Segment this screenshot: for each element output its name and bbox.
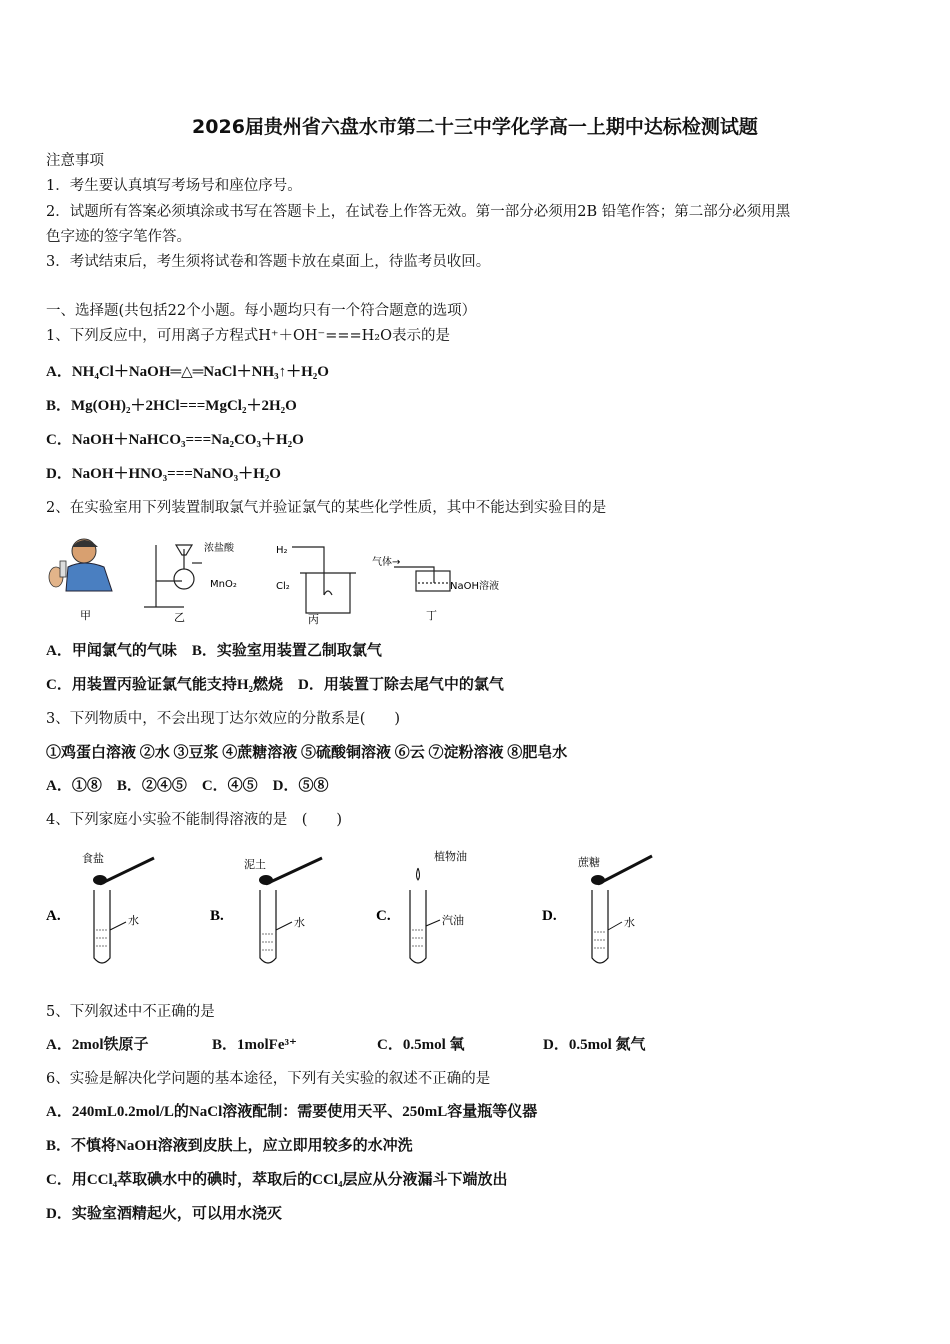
page-title: 2026届贵州省六盘水市第二十三中学化学高一上期中达标检测试题 xyxy=(192,116,758,138)
person-smelling-illustration xyxy=(49,539,112,591)
solute-label: 植物油 xyxy=(434,850,467,863)
solute-label: 泥土 xyxy=(244,858,266,871)
label-gas: 气体→ xyxy=(372,557,401,568)
label-mno2: MnO₂ xyxy=(210,579,237,590)
tail-gas-absorber xyxy=(394,567,450,591)
q5-option-d: D．0.5mol 氮气 xyxy=(543,1037,646,1053)
label-h2: H₂ xyxy=(276,545,288,556)
label-cl2: Cl₂ xyxy=(276,581,290,592)
question-5-stem: 5、下列叙述中不正确的是 xyxy=(46,1004,215,1020)
notice-item: 2．试题所有答案必须填涂或书写在答题卡上，在试卷上作答无效。第一部分必须用2B 铅笔作答；第二部分必须用黑 xyxy=(46,204,791,220)
figure-label-bing: 丙 xyxy=(308,613,319,626)
option-a-figure xyxy=(46,851,154,963)
solvent-label: 水 xyxy=(128,914,139,927)
q2-options-cd: C．用装置丙验证氯气能支持H₂燃烧 D．用装置丁除去尾气中的氯气 xyxy=(46,677,504,693)
label-conc-hcl: 浓盐酸 xyxy=(204,543,234,554)
solvent-label: 水 xyxy=(624,916,635,929)
option-c-figure xyxy=(376,849,467,963)
solute-label: 蔗糖 xyxy=(578,856,600,869)
question-6-stem: 6、实验是解决化学问题的基本途径，下列有关实验的叙述不正确的是 xyxy=(46,1071,491,1087)
label-naoh-solution: NaOH溶液 xyxy=(450,581,499,592)
q1-option-c: C．NaOH＋NaHCO₃===Na₂CO₃＋H₂O xyxy=(46,432,304,448)
q1-option-d: D．NaOH＋HNO₃===NaNO₃＋H₂O xyxy=(46,466,281,482)
q4-figures xyxy=(44,846,684,971)
solute-label: 食盐 xyxy=(82,852,104,865)
section-heading: 一、选择题(共包括22个小题。每小题均只有一个符合题意的选项） xyxy=(46,303,477,319)
q1-option-a: A．NH₄Cl＋NaOH═△═NaCl＋NH₃↑＋H₂O xyxy=(46,364,329,380)
q6-option-b: B．不慎将NaOH溶液到皮肤上，应立即用较多的水冲洗 xyxy=(46,1138,413,1154)
apparatus-drawing xyxy=(44,533,524,628)
chlorine-generator-apparatus xyxy=(144,545,202,607)
solvent-label: 汽油 xyxy=(442,914,464,927)
figure-label-jia: 甲 xyxy=(80,609,91,622)
q2-apparatus-figure xyxy=(44,533,524,628)
q1-option-b: B．Mg(OH)₂＋2HCl===MgCl₂＋2H₂O xyxy=(46,398,297,414)
option-letter: C. xyxy=(376,908,391,924)
q6-option-a: A．240mL0.2mol/L的NaCl溶液配制：需要使用天平、250mL容量瓶等仪器 xyxy=(46,1104,538,1120)
notice-item: 3．考试结束后，考生须将试卷和答题卡放在桌面上，待监考员收回。 xyxy=(46,254,491,270)
option-letter: D. xyxy=(542,908,557,924)
q6-option-d: D．实验室酒精起火，可以用水浇灭 xyxy=(46,1206,282,1222)
question-2-stem: 2、在实验室用下列装置制取氯气并验证氯气的某些化学性质，其中不能达到实验目的是 xyxy=(46,500,607,516)
q3-options: A．①⑧ B．②④⑤ C．④⑤ D．⑤⑧ xyxy=(46,778,329,794)
notice-heading: 注意事项 xyxy=(46,153,104,169)
option-d-figure xyxy=(542,855,652,963)
option-letter: A. xyxy=(46,908,61,924)
q5-option-b: B．1molFe³⁺ xyxy=(212,1037,297,1053)
question-1-stem: 1、下列反应中，可用离子方程式H⁺＋OH⁻===H₂O表示的是 xyxy=(46,328,451,344)
q3-items: ①鸡蛋白溶液 ②水 ③豆浆 ④蔗糖溶液 ⑤硫酸铜溶液 ⑥云 ⑦淀粉溶液 ⑧肥皂水 xyxy=(46,745,568,761)
notice-item: 1．考生要认真填写考场号和座位序号。 xyxy=(46,178,302,194)
hydrogen-burning-jar xyxy=(292,547,356,613)
option-letter: B. xyxy=(210,908,224,924)
notice-item: 色字迹的签字笔作答。 xyxy=(46,229,191,245)
q5-option-a: A．2mol铁原子 xyxy=(46,1037,149,1053)
figure-label-yi: 乙 xyxy=(174,611,185,624)
option-b-figure xyxy=(210,857,322,963)
q4-test-tubes xyxy=(44,846,684,971)
question-3-stem: 3、下列物质中，不会出现丁达尔效应的分散系是( ) xyxy=(46,711,401,727)
q2-options-ab: A．甲闻氯气的气味 B．实验室用装置乙制取氯气 xyxy=(46,643,382,659)
question-4-stem: 4、下列家庭小实验不能制得溶液的是 ( ) xyxy=(46,812,343,828)
solvent-label: 水 xyxy=(294,916,305,929)
figure-label-ding: 丁 xyxy=(426,609,437,622)
q5-option-c: C．0.5mol 氧 xyxy=(377,1037,465,1053)
q6-option-c: C．用CCl₄萃取碘水中的碘时，萃取后的CCl₄层应从分液漏斗下端放出 xyxy=(46,1172,508,1188)
